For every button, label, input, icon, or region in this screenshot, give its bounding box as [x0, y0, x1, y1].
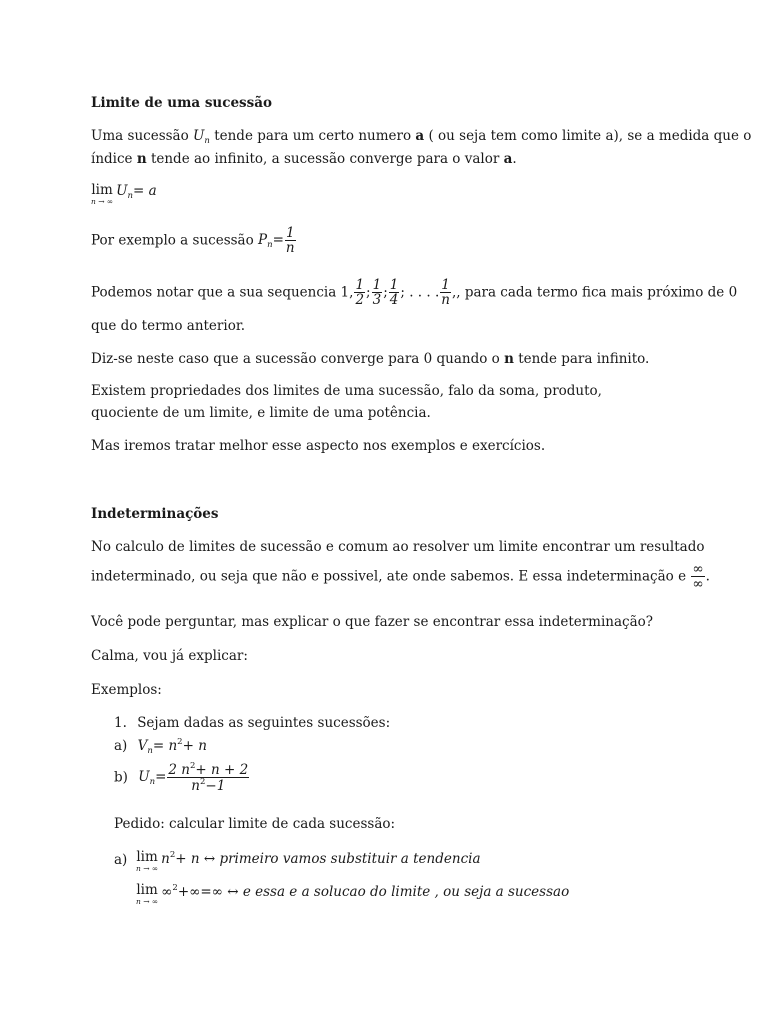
sequence-fractions [353, 277, 440, 309]
paragraph-definition-line1 [91, 128, 751, 146]
text: tende ao infinito, a sucessão converge para o valor [150, 151, 500, 167]
sequence-separator: ; . . . . [400, 284, 440, 301]
sequence-fraction: $\frac{1}{4}$ [389, 277, 399, 309]
lim-operator: lim n → ∞ [136, 849, 159, 873]
indeterminacy-line1: No calculo de limites de sucessão e comum ao resolver um limite encontrar um resultado [91, 539, 705, 555]
text: Uma sucessão [91, 128, 189, 144]
bold-n: n [504, 351, 514, 367]
treat-paragraph: Mas iremos tratar melhor esse aspecto nos exemplos e exercícios. [91, 438, 546, 454]
list-item-1 [114, 715, 390, 731]
text: índice [91, 151, 133, 167]
fraction-1-over-n: $\frac{1}{n}$ [285, 225, 295, 257]
pedido-paragraph: Pedido: calcular limite de cada sucessão: [114, 816, 396, 832]
lim-operator: lim n → ∞ [136, 882, 159, 906]
label-a: a) [114, 738, 128, 754]
bold-a: a [415, 128, 425, 144]
sequence-b [114, 762, 250, 793]
lim-operator: lim n → ∞ [91, 182, 114, 206]
calm-paragraph: Calma, vou já explicar: [91, 648, 248, 664]
text: ,, para cada termo fica mais próximo de 0 [451, 284, 738, 301]
solution-step2: lim n → ∞ ∞$^2$+∞=∞ ↔ e essa e a solucao do limite , ou seja a sucessao [136, 882, 570, 906]
label-b: b) [114, 769, 128, 786]
list-number: 1. [114, 715, 127, 731]
limit-formula: lim n → ∞ $U_n= a$ [91, 182, 157, 206]
bold-a: a [503, 151, 513, 167]
fraction-1-over-n: $\frac{1}{n}$ [441, 277, 450, 309]
sequence-line [91, 278, 737, 307]
bold-n: n [136, 151, 147, 167]
formula-a: $V_n= n^2+ n$ [137, 737, 207, 756]
example-sequence [91, 226, 297, 255]
section-title-limite: Limite de uma sucessão [91, 95, 273, 111]
list-text: Sejam dadas as seguintes sucessões: [137, 715, 391, 731]
text: Por exemplo a sucessão [91, 232, 254, 249]
formula-b-fraction: $\frac{2 n^2+ n + 2}{n^2-1}$ [168, 761, 249, 795]
indeterminacy-line2: indeterminado, ou seja que não e possivel, ate onde sabemos. E essa indeterminação e $\frac{\infty}{\infty}$ . [91, 561, 710, 593]
text: Podemos notar que a sua sequencia 1, [91, 284, 354, 301]
paragraph-definition-line2: índice n tende ao infinito, a sucessão converge para o valor a. [91, 151, 517, 167]
solution-label-a: a) [114, 852, 128, 868]
properties-paragraph: Existem propriedades dos limites de uma sucessão, falo da soma, produto, quociente de um limite, e limite de uma potência. [91, 383, 602, 421]
question-paragraph: Você pode perguntar, mas explicar o que fazer se encontrar essa indeterminação? [91, 614, 654, 630]
sequence-a [114, 737, 207, 756]
sequence-fraction: $\frac{1}{2}$ [355, 277, 365, 309]
math-var: $U_n$ [193, 128, 210, 146]
sequence-line-continued: que do termo anterior. [91, 318, 246, 334]
fraction-infinity-over-infinity: $\frac{\infty}{\infty}$ [692, 561, 704, 593]
examples-heading: Exemplos: [91, 682, 162, 698]
converge-statement: Diz-se neste caso que a sucessão converge para 0 quando o n tende para infinito. [91, 351, 650, 367]
sequence-separator: ; [366, 284, 371, 301]
formula-b-lhs: $U_n=$ [138, 768, 167, 787]
text: ( ou seja tem como limite a), se a medida que o [428, 128, 752, 144]
section-title-indeterminacoes: Indeterminações [91, 506, 219, 522]
text: tende para um certo numero [214, 128, 412, 144]
math-var: $P_n=$ [258, 231, 284, 250]
sequence-separator: ; [383, 284, 388, 301]
sequence-fraction: $\frac{1}{3}$ [372, 277, 382, 309]
solution-step1: lim n → ∞ $n^2+ n$ ↔ primeiro vamos substituir a tendencia [136, 849, 481, 873]
